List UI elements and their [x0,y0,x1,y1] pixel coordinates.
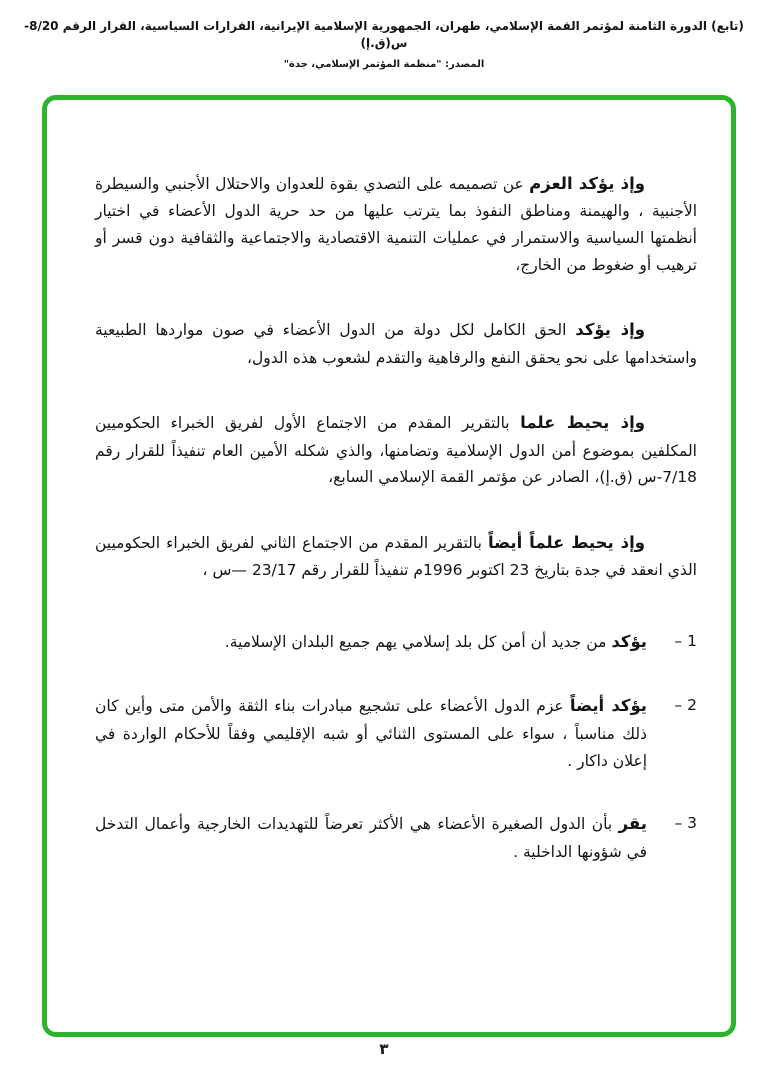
list-item [95,692,697,774]
item-text: عزم الدول الأعضاء على تشجيع مبادرات بناء الثقة والأمن متى وأين كان ذلك مناسباً ، سواء على المستوى الثنائي أو شبه الإقليمي وفقاً للأحكام الواردة في إعلان داكار . [95,697,647,770]
preamble-paragraph [95,409,697,491]
document-body [47,100,731,865]
item-lead: يؤكد [611,632,647,652]
paragraph-lead: وإذ يحيط علماً أيضاً [487,533,645,553]
paragraph-text: الحق الكامل لكل دولة من الدول الأعضاء في صون مواردها الطبيعية واستخدامها على نحو يحقق النفع والرفاهية والتقدم لشعوب هذه الدول، [95,321,697,367]
document-header [0,0,768,70]
paragraph-text: بالتقرير المقدم من الاجتماع الثاني لفريق الخبراء الحكوميين الذي انعقد في جدة بتاريخ 23 اكتوبر 1996م تنفيذاً للقرار رقم 23/17 —س ، [95,534,697,580]
item-number: 1 – [674,632,697,651]
item-lead: يقر [618,814,647,834]
preamble-paragraph [95,170,697,278]
item-text-block [95,692,647,774]
item-text-block [95,628,647,656]
preamble-paragraph [95,529,697,584]
header-source-line: المصدر: "منظمة المؤتمر الإسلامي، جدة" [283,58,485,70]
item-text-block [95,810,647,865]
header-citation-line: (تابع) الدورة الثامنة لمؤتمر القمة الإسلامي، طهران، الجمهورية الإسلامية الإيرانية، القرارات السياسية، القرار الرقم 8/20-س(ق.إ) [24,19,744,50]
paragraph-lead: وإذ يحيط علما [520,413,645,433]
item-number: 3 – [674,814,697,833]
content-frame [42,95,736,1037]
item-text: بأن الدول الصغيرة الأعضاء هي الأكثر تعرضاً للتهديدات الخارجية وأعمال التدخل في شؤونها الداخلية . [95,815,647,861]
page-footer [0,1040,768,1058]
preamble-paragraph [95,316,697,371]
item-text: من جديد أن أمن كل بلد إسلامي يهم جميع البلدان الإسلامية. [224,633,612,652]
paragraph-lead: وإذ يؤكد [575,320,646,340]
item-number: 2 – [674,696,697,715]
page-number: ٣ [379,1040,389,1058]
list-item [95,628,697,656]
resolution-items [95,628,697,865]
list-item [95,810,697,865]
paragraph-text: بالتقرير المقدم من الاجتماع الأول لفريق الخبراء الحكوميين المكلفين بموضوع أمن الدول الإسلامية وتضامنها، والذي شكله الأمين العام تنفيذاً للقرار رقم 7/18-س (ق.إ)، الصادر عن مؤتمر القمة الإسلامي السابع، [95,414,697,487]
paragraph-lead: وإذ يؤكد العزم [529,174,645,193]
paragraph-text: عن تصميمه على التصدي بقوة للعدوان والاحتلال الأجنبي والسيطرة الأجنبية ، والهيمنة ومناطق النفوذ بما يترتب عليها من حد حرية الدول الأعضاء في اختيار أنظمتها السياسية والاستمرار في عمليات التنمية الاقتصادية والاجتماعية والثقافية دون قسر أو ترهيب أو ضغوط من الخارج، [95,175,697,274]
item-lead: يؤكد أيضاً [569,696,647,716]
